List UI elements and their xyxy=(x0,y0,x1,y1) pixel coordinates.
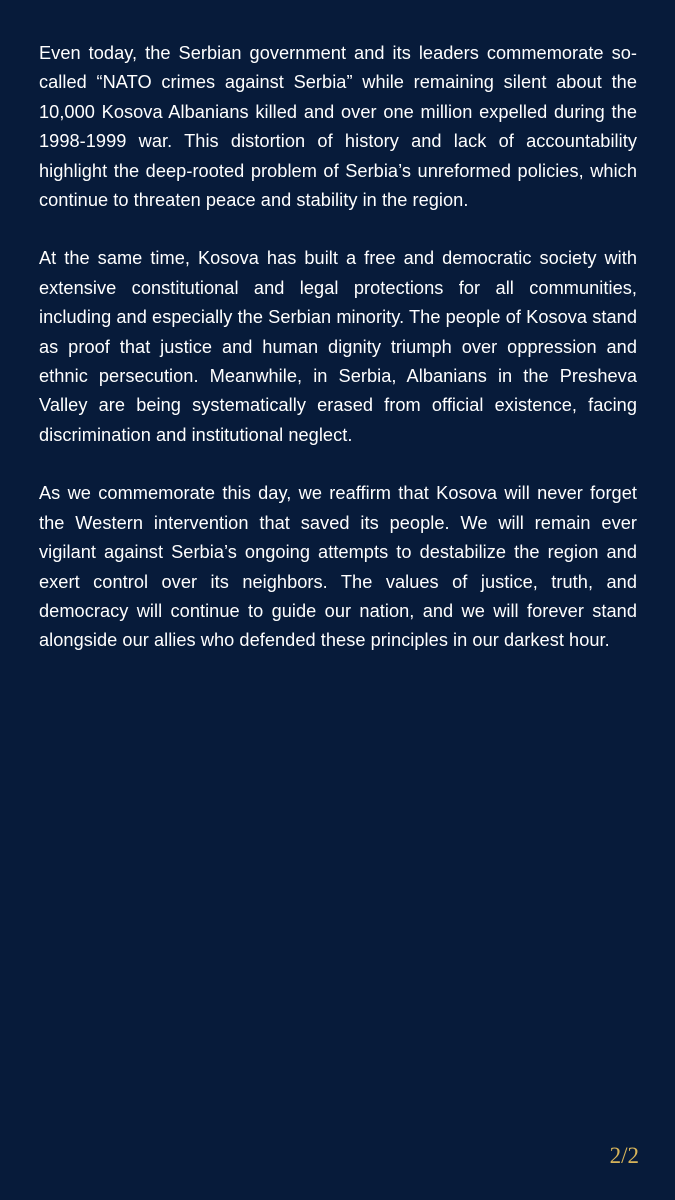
paragraph-2: At the same time, Kosova has built a free and democratic society with extensive constitutional and legal protections for all communities, including and especially the Serbian minority. The people of Kosova stand as proof that justice and human dignity triumph over oppression and ethnic persecution. Meanwhile, in Serbia, Albanians in the Presheva Valley are being systematically erased from official existence, facing discrimination and institutional neglect. xyxy=(39,248,637,445)
page-indicator: 2/2 xyxy=(609,1143,639,1168)
paragraph-3: As we commemorate this day, we reaffirm that Kosova will never forget the Western intervention that saved its people. We will remain ever vigilant against Serbia’s ongoing attempts to destabilize the region and exert control over its neighbors. The values of justice, truth, and democracy will continue to guide our nation, and we will forever stand alongside our allies who defended these principles in our darkest hour. xyxy=(39,483,637,651)
paragraph-1: Even today, the Serbian government and its leaders commemorate so-called “NATO crimes against Serbia” while remaining silent about the 10,000 Kosova Albanians killed and over one million expelled during the 1998-1999 war. This distortion of history and lack of accountability highlight the deep-rooted problem of Serbia’s unreformed policies, which continue to threaten peace and stability in the region. xyxy=(39,43,637,211)
statement-body xyxy=(39,39,637,685)
